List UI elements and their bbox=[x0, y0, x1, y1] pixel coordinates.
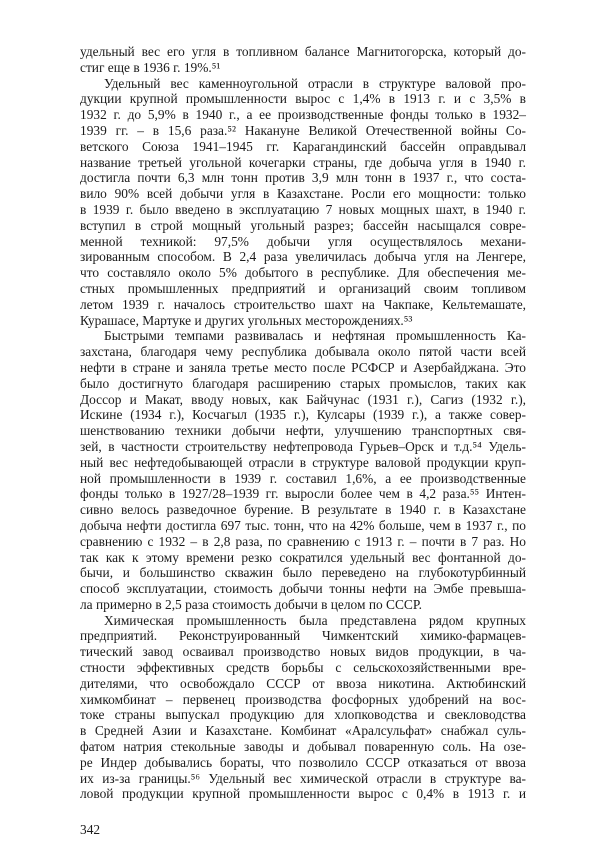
text-line: Химическая промышленность была представлена рядом крупных bbox=[104, 612, 526, 628]
text-line: способ эксплуатации, стоимость добычи тонны нефти на Эмбе превыша- bbox=[80, 581, 526, 597]
text-line: Быстрыми темпами развивалась и нефтяная промышленность Ка- bbox=[104, 328, 526, 344]
paragraph bbox=[80, 76, 526, 329]
text-line: дукции крупной промышленности вырос с 1,4% в 1913 г. и с 3,5% в bbox=[80, 91, 526, 107]
text-line: ре Индер добывались бораты, что позволило СССР отказаться от ввоза bbox=[80, 754, 526, 770]
text-line: предприятий. Реконструированный Чимкентский химико-фармацев- bbox=[80, 628, 526, 644]
text-line: добыча нефти достигла 697 тыс. тонн, что на 42% больше, чем в 1937 г., по bbox=[80, 517, 526, 533]
text-line: Искине (1934 г.), Косчагыл (1935 г.), Кулсары (1939 г.), а также совер- bbox=[80, 407, 526, 423]
text-line: нефти в стране и заняла третье место после РСФСР и Азербайджана. Это bbox=[80, 359, 526, 375]
text-line: было достигнуто благодаря расширению старых промыслов, таких как bbox=[80, 375, 526, 391]
text-line: бычи, и большинство скважин было переведено на глубокотурбинный bbox=[80, 565, 526, 581]
text-line: летом 1939 г. началось строительство шахт на Чакпаке, Кельтемашате, bbox=[80, 296, 526, 312]
text-line: их из-за границы.⁵⁶ Удельный вес химической отрасли в структуре ва- bbox=[80, 770, 526, 786]
text-line: в 1939 г. было введено в эксплуатацию 7 новых мощных шахт, в 1940 г. bbox=[80, 201, 526, 217]
text-line: стиг еще в 1936 г. 19%.⁵¹ bbox=[80, 59, 221, 75]
text-line: достигла почти 6,3 млн тонн против 3,9 млн тонн в 1937 г., что соста- bbox=[80, 170, 526, 186]
page-body bbox=[80, 44, 526, 802]
text-line: токе страны выпускал продукцию для хлопководства и свекловодства bbox=[80, 707, 526, 723]
text-line: стных промышленных предприятий и организаций своим топливом bbox=[80, 280, 526, 296]
text-line: захстана, благодаря чему республика добывала около пятой части всей bbox=[80, 344, 526, 360]
text-line: тический завод осваивал производство новых видов продукции, в ча- bbox=[80, 644, 526, 660]
text-line: ный вес нефтедобывающей отрасли в структуре валовой продукции круп- bbox=[80, 454, 526, 470]
text-line: так как к этому времени резко сократился удельный вес фонтанной до- bbox=[80, 549, 526, 565]
text-line: ветского Союза 1941–1945 гг. Карагандинский бассейн оправдывал bbox=[80, 138, 526, 154]
text-line: сравнению с 1932 – в 2,8 раза, по сравнению с 1913 г. – почти в 7 раз. Но bbox=[80, 533, 526, 549]
text-line: зей, в частности строительству нефтепровода Гурьев–Орск и т.д.⁵⁴ Удель- bbox=[80, 438, 526, 454]
text-line: Доссор и Макат, вводу новых, как Байчунас (1931 г.), Сагиз (1932 г.), bbox=[80, 391, 526, 407]
text-line: удельный вес его угля в топливном балансе Магнитогорска, который до- bbox=[80, 44, 526, 59]
text-line: вступил в строй мощный угольный разрез; бассейн насыщался совре- bbox=[80, 217, 526, 233]
text-line: вило 90% всей добычи угля в Казахстане. Росли его мощности: только bbox=[80, 186, 526, 202]
text-line: менной техникой: 97,5% добычи угля осуществлялось механи- bbox=[80, 233, 526, 249]
text-line: ла примерно в 2,5 раза стоимость добычи в целом по СССР. bbox=[80, 596, 422, 612]
text-line: 1939 гг. – в 15,6 раза.⁵² Накануне Великой Отечественной войны Со- bbox=[80, 122, 526, 138]
text-line: ной промышленности в 1939 г. составил 1,6%, а ее производственные bbox=[80, 470, 526, 486]
text-line: шенствованию техники добычи нефти, улучшению транспортных свя- bbox=[80, 423, 526, 439]
text-line: название третьей угольной кочегарки страны, где добыча угля в 1940 г. bbox=[80, 154, 526, 170]
text-line: Курашасе, Мартуке и других угольных месторождениях.⁵³ bbox=[80, 312, 413, 328]
text-line: зированным способом. В 2,4 раза увеличилась добыча угля на Ленгере, bbox=[80, 249, 526, 265]
paragraph bbox=[80, 328, 526, 612]
text-line: ловой продукции крупной промышленности вырос с 0,4% в 1913 г. и bbox=[80, 786, 526, 802]
text-line: что составляло около 5% добытого в республике. Для обеспечения ме- bbox=[80, 265, 526, 281]
paragraph bbox=[80, 613, 526, 803]
text-line: в Средней Азии и Казахстане. Комбинат «Аралсульфат» снабжал суль- bbox=[80, 723, 526, 739]
text-line: химкомбинат – первенец производства фосфорных удобрений на вос- bbox=[80, 691, 526, 707]
text-line: Удельный вес каменноугольной отрасли в структуре валовой про- bbox=[104, 75, 526, 91]
paragraph bbox=[80, 44, 526, 76]
page-number: 342 bbox=[80, 822, 101, 837]
text-line: фонды только в 1927/28–1939 гг. выросли более чем в 4,2 раза.⁵⁵ Интен- bbox=[80, 486, 526, 502]
text-line: дителями, что освобождало СССР от ввоза никотина. Актюбинский bbox=[80, 675, 526, 691]
text-line: сивно велось разведочное бурение. В результате в 1940 г. в Казахстане bbox=[80, 502, 526, 518]
text-line: фатом натрия стекольные заводы и добывал поваренную соль. На озе- bbox=[80, 739, 526, 755]
text-line: стности эффективных средств борьбы с сельскохозяйственными вре- bbox=[80, 660, 526, 676]
text-line: 1932 г. до 5,9% в 1940 г., а ее производственные фонды только в 1932– bbox=[80, 107, 526, 123]
